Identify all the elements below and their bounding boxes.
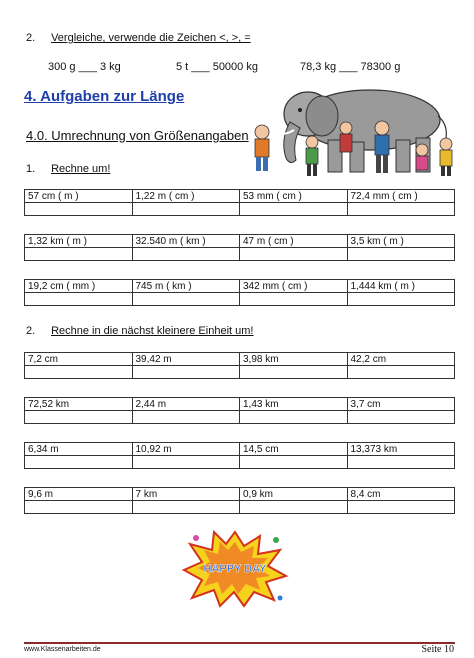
exercise-cell: 9,6 m: [25, 488, 133, 501]
answer-cell[interactable]: [132, 456, 240, 469]
exercise-cell: 3,7 cm: [347, 398, 455, 411]
happy-day-illustration: [180, 528, 290, 608]
compare-item: 300 g ___ 3 kg: [48, 61, 121, 73]
answer-cell[interactable]: [25, 456, 133, 469]
exercise-cell: 72,52 km: [25, 398, 133, 411]
exercise-cell: 745 m ( km ): [132, 280, 240, 293]
exercise-cell: 53 mm ( cm ): [240, 190, 348, 203]
exercise-cell: 1,32 km ( m ): [25, 235, 133, 248]
exercise1-table-2: [24, 234, 455, 261]
answer-cell[interactable]: [240, 501, 348, 514]
answer-cell[interactable]: [25, 248, 133, 261]
exercise-cell: 1,22 m ( cm ): [132, 190, 240, 203]
exercise-cell: 1,444 km ( m ): [347, 280, 455, 293]
exercise-cell: 342 mm ( cm ): [240, 280, 348, 293]
exercise-cell: 7,2 cm: [25, 353, 133, 366]
section-subtitle: 4.0. Umrechnung von Größenangaben: [26, 128, 249, 143]
answer-cell[interactable]: [240, 366, 348, 379]
answer-cell[interactable]: [240, 248, 348, 261]
footer-rule: [24, 642, 455, 644]
exercise-cell: 8,4 cm: [347, 488, 455, 501]
compare-task-instruction: Vergleiche, verwende die Zeichen <, >, =: [51, 32, 251, 44]
exercise-cell: 32.540 m ( km ): [132, 235, 240, 248]
exercise1-instruction: Rechne um!: [51, 163, 111, 175]
exercise-cell: 19,2 cm ( mm ): [25, 280, 133, 293]
exercise-cell: 57 cm ( m ): [25, 190, 133, 203]
answer-cell[interactable]: [132, 366, 240, 379]
exercise-cell: 10,92 m: [132, 443, 240, 456]
table-row: [25, 190, 455, 203]
exercise-cell: 6,34 m: [25, 443, 133, 456]
table-row: [25, 353, 455, 366]
elephant-illustration: [250, 80, 460, 180]
answer-cell[interactable]: [240, 411, 348, 424]
person-figure: [340, 122, 352, 152]
exercise-cell: 3,98 km: [240, 353, 348, 366]
person-figure: [416, 144, 428, 170]
exercise-cell: 2,44 m: [132, 398, 240, 411]
answer-cell[interactable]: [347, 293, 455, 306]
table-row: [25, 280, 455, 293]
footer-website: www.Klassenarbeiten.de: [24, 646, 101, 653]
answer-cell[interactable]: [240, 203, 348, 216]
table-row: [25, 398, 455, 411]
answer-cell[interactable]: [240, 293, 348, 306]
answer-row: [25, 411, 455, 424]
exercise-cell: 7 km: [132, 488, 240, 501]
compare-task-number: 2.: [26, 32, 36, 44]
exercise-cell: 0,9 km: [240, 488, 348, 501]
answer-cell[interactable]: [132, 248, 240, 261]
answer-cell[interactable]: [132, 501, 240, 514]
answer-row: [25, 248, 455, 261]
exercise1-table-3: [24, 279, 455, 306]
exercise2-table-2: [24, 397, 455, 424]
exercise-cell: 14,5 cm: [240, 443, 348, 456]
answer-cell[interactable]: [347, 366, 455, 379]
answer-row: [25, 293, 455, 306]
exercise2-heading: [26, 325, 253, 337]
answer-cell[interactable]: [240, 456, 348, 469]
exercise-cell: 72,4 mm ( cm ): [347, 190, 455, 203]
answer-cell[interactable]: [347, 456, 455, 469]
person-figure: [375, 121, 389, 173]
compare-task: [26, 32, 251, 44]
answer-row: [25, 456, 455, 469]
answer-cell[interactable]: [132, 203, 240, 216]
exercise-cell: 1,43 km: [240, 398, 348, 411]
answer-cell[interactable]: [25, 501, 133, 514]
footer-page-number: Seite 10: [421, 644, 454, 655]
exercise2-number: 2.: [26, 325, 36, 337]
person-figure: [440, 138, 452, 176]
exercise2-table-3: [24, 442, 455, 469]
answer-cell[interactable]: [25, 411, 133, 424]
exercise-cell: 13,373 km: [347, 443, 455, 456]
table-row: [25, 235, 455, 248]
exercise2-instruction: Rechne in die nächst kleinere Einheit um!: [51, 325, 254, 337]
answer-row: [25, 203, 455, 216]
answer-cell[interactable]: [25, 366, 133, 379]
person-figure: [306, 136, 318, 176]
exercise2-table-1: [24, 352, 455, 379]
compare-item: 5 t ___ 50000 kg: [176, 61, 258, 73]
exercise1-heading: [26, 163, 110, 175]
exercise-cell: 3,5 km ( m ): [347, 235, 455, 248]
table-row: [25, 488, 455, 501]
compare-item: 78,3 kg ___ 78300 g: [300, 61, 401, 73]
burst-text: HAPPY DAY: [203, 563, 267, 575]
exercise-cell: 47 m ( cm ): [240, 235, 348, 248]
person-figure: [255, 125, 269, 171]
answer-row: [25, 366, 455, 379]
section-title: 4. Aufgaben zur Länge: [24, 88, 185, 105]
answer-cell[interactable]: [25, 203, 133, 216]
answer-cell[interactable]: [132, 293, 240, 306]
exercise1-number: 1.: [26, 163, 36, 175]
exercise-cell: 39,42 m: [132, 353, 240, 366]
exercise1-table-1: [24, 189, 455, 216]
answer-cell[interactable]: [347, 248, 455, 261]
answer-row: [25, 501, 455, 514]
answer-cell[interactable]: [347, 203, 455, 216]
answer-cell[interactable]: [132, 411, 240, 424]
table-row: [25, 443, 455, 456]
answer-cell[interactable]: [347, 501, 455, 514]
answer-cell[interactable]: [25, 293, 133, 306]
answer-cell[interactable]: [347, 411, 455, 424]
exercise-cell: 42,2 cm: [347, 353, 455, 366]
exercise2-table-4: [24, 487, 455, 514]
